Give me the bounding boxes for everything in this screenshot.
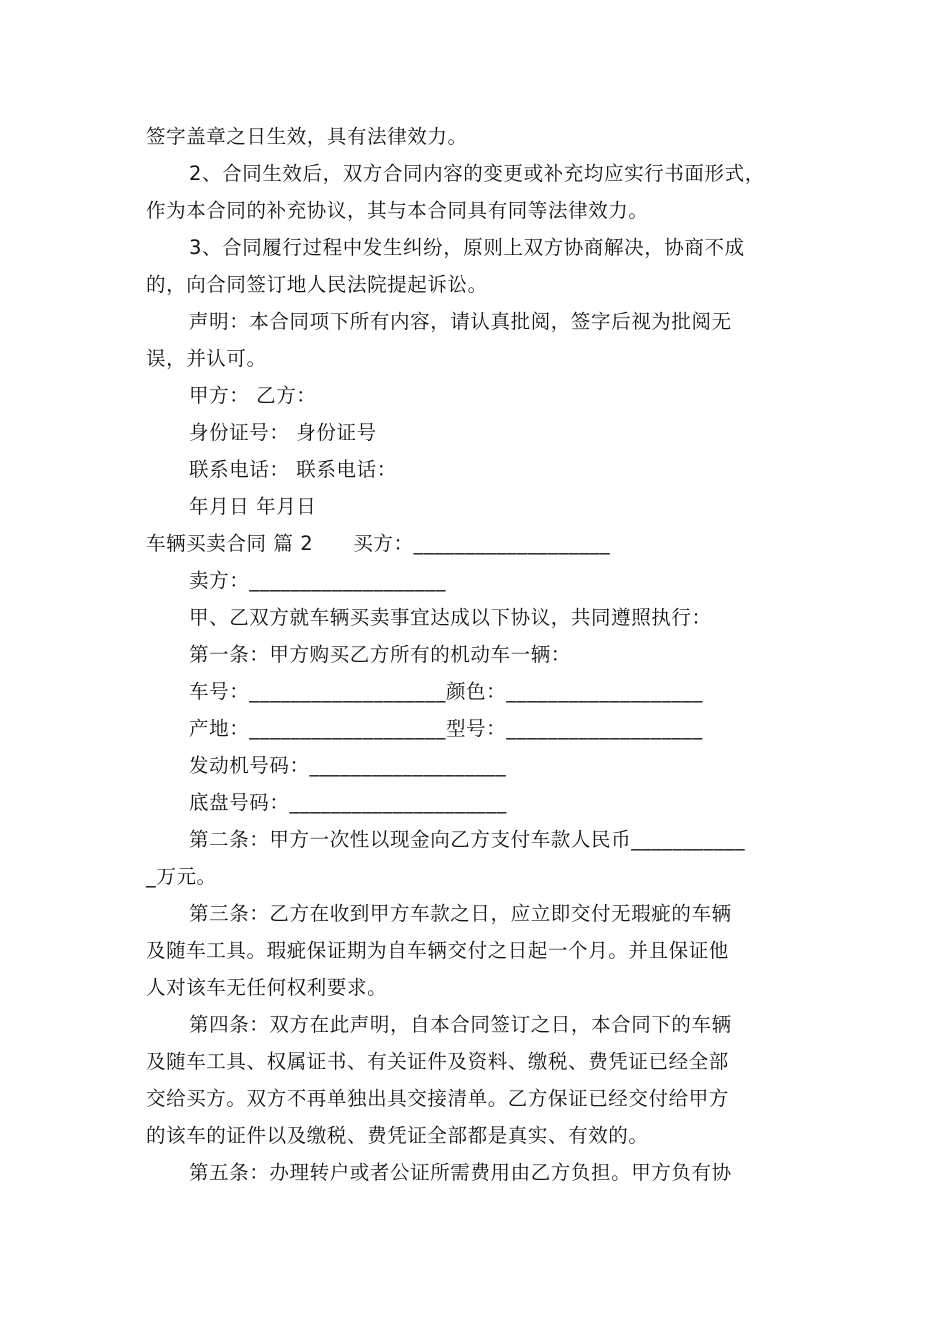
seller-field: 卖方：___________________ [189,569,446,592]
text-line: 交给买方。双方不再单独出具交接清单。乙方保证已经交付给甲方 [146,1087,729,1110]
text-line: 的该车的证件以及缴税、费凭证全部都是真实、有效的。 [146,1124,649,1147]
article-3: 第三条：乙方在收到甲方车款之日，应立即交付无瑕疵的车辆 [189,902,732,925]
text-line: 及随车工具、权属证书、有关证件及资料、缴税、费凭证已经全部 [146,1050,729,1073]
text-line: 声明：本合同项下所有内容，请认真批阅，签字后视为批阅无 [189,310,732,333]
chassis-number-field: 底盘号码：_____________________ [189,791,507,814]
date-line: 年月日 年月日 [189,495,317,518]
article-2: 第二条：甲方一次性以现金向乙方支付车款人民币___________ [189,828,746,851]
section-heading [146,530,610,558]
text-line: 误，并认可。 [146,347,267,370]
plate-color-fields: 车号：___________________颜色：___________________ [189,680,703,703]
text-line: 作为本合同的补充协议，其与本合同具有同等法律效力。 [146,199,649,222]
text-line: 甲、乙双方就车辆买卖事宜达成以下协议，共同遵照执行： [189,606,712,629]
article-1: 第一条：甲方购买乙方所有的机动车一辆： [189,643,571,666]
text-line: _万元。 [146,865,217,888]
text-line: 3、合同履行过程中发生纠纷，原则上双方协商解决，协商不成 [189,236,745,259]
text-line: 签字盖章之日生效，具有法律效力。 [146,125,468,148]
text-line: 人对该车无任何权利要求。 [146,976,388,999]
id-number-line: 身份证号： 身份证号 [189,421,377,444]
buyer-field: 买方：___________________ [353,532,611,555]
engine-number-field: 发动机号码：___________________ [189,754,507,777]
text-line: 的，向合同签订地人民法院提起诉讼。 [146,273,488,296]
phone-line: 联系电话： 联系电话： [189,458,397,481]
signature-party-line: 甲方： 乙方： [189,384,317,407]
article-5: 第五条：办理转户或者公证所需费用由乙方负担。甲方负有协 [189,1161,732,1184]
contract-title: 车辆买卖合同 篇 2 [146,532,314,555]
text-line: 及随车工具。瑕疵保证期为自车辆交付之日起一个月。并且保证他 [146,939,729,962]
text-line: 2、合同生效后，双方合同内容的变更或补充均应实行书面形式， [189,162,765,185]
article-4: 第四条：双方在此声明，自本合同签订之日，本合同下的车辆 [189,1013,732,1036]
origin-model-fields: 产地：___________________型号：___________________ [189,717,703,740]
